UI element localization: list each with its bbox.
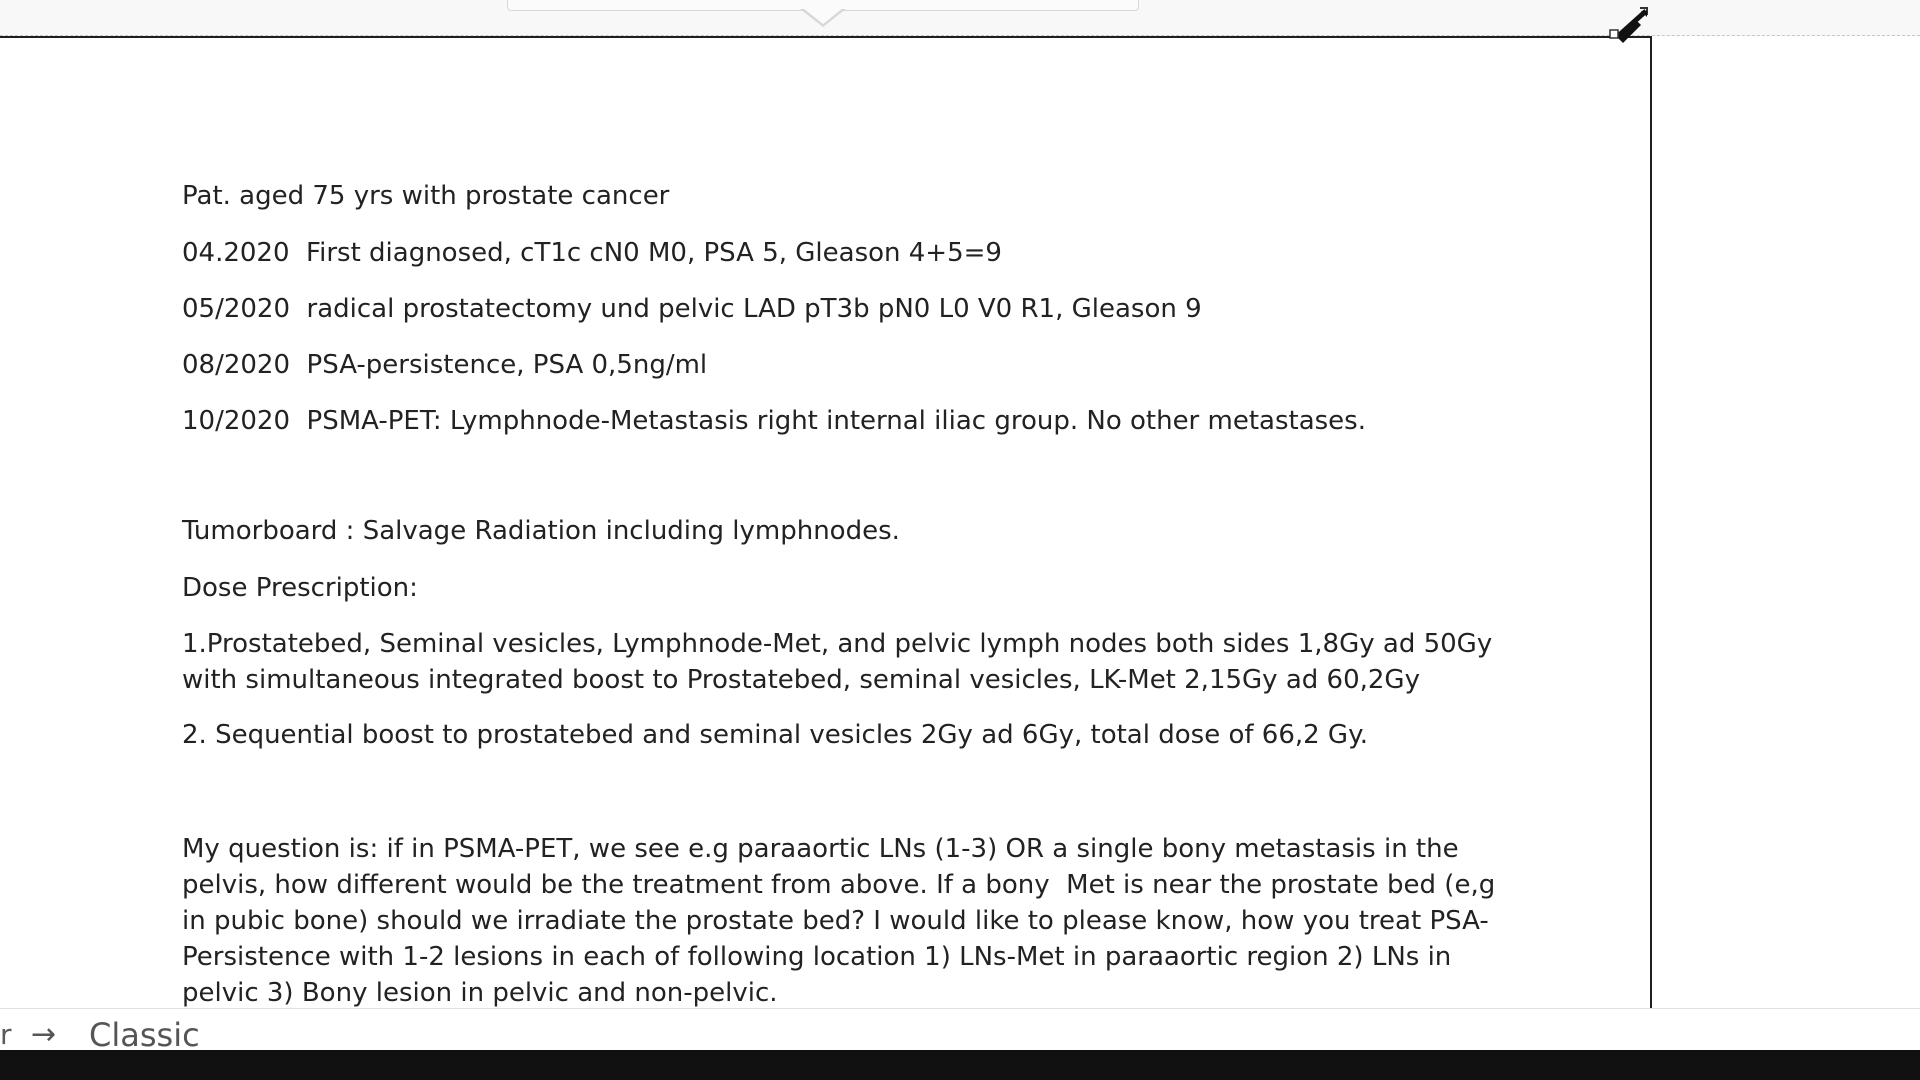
psa-persistence-line[interactable]: 08/2020 PSA-persistence, PSA 0,5ng/ml xyxy=(182,350,708,380)
bottom-style-strip xyxy=(0,1008,1920,1050)
question-paragraph[interactable]: My question is: if in PSMA-PET, we see e.g paraaortic LNs (1-3) OR a single bony metastasis in the pelvis, how different would be the treatment from above. If a bony Met is near the prostate bed (e,g in pubic bone) should we irradiate the prostate bed? I would like to please know, how you treat PSA- Persistence with 1-2 lesions in each of following location 1) LNs-Met in paraaortic region 2) LNs in pelvic 3) Bony lesion in pelvic and non-pelvic. xyxy=(182,834,1496,1008)
classic-style-label[interactable]: Classic xyxy=(89,1016,200,1050)
tumorboard-line[interactable]: Tumorboard : Salvage Radiation including lymphnodes. xyxy=(182,516,900,546)
dose-prescription-item-2[interactable]: 2. Sequential boost to prostatebed and seminal vesicles 2Gy ad 6Gy, total dose of 66,2 Gy. xyxy=(182,720,1369,750)
document-page[interactable] xyxy=(0,36,1652,1008)
bottom-dark-band xyxy=(0,1050,1920,1080)
diagonal-resize-icon[interactable] xyxy=(1607,6,1653,44)
callout-pointer-fill xyxy=(803,8,843,24)
dose-prescription-heading[interactable]: Dose Prescription: xyxy=(182,573,418,603)
right-blank-pane xyxy=(1652,36,1920,1008)
document-content[interactable] xyxy=(182,178,1522,1008)
dose-prescription-item-1[interactable]: 1.Prostatebed, Seminal vesicles, Lymphnode-Met, and pelvic lymph nodes both sides 1,8Gy ad 50Gy with simultaneous integrated boost to Prostatebed, seminal vesicles, LK-Met 2,15Gy ad 60,2Gy xyxy=(182,629,1493,695)
psma-pet-line[interactable]: 10/2020 PSMA-PET: Lymphnode-Metastasis right internal iliac group. No other metastases. xyxy=(182,406,1366,436)
patient-summary-line[interactable]: Pat. aged 75 yrs with prostate cancer xyxy=(182,181,670,211)
bottom-edge-mark: r xyxy=(0,1018,12,1050)
surgery-timeline-line[interactable]: 05/2020 radical prostatectomy und pelvic LAD pT3b pN0 L0 V0 R1, Gleason 9 xyxy=(182,294,1202,324)
right-arrow-icon: → xyxy=(31,1017,57,1050)
diagnosis-timeline-line[interactable]: 04.2020 First diagnosed, cT1c cN0 M0, PSA 5, Gleason 4+5=9 xyxy=(182,238,1002,268)
